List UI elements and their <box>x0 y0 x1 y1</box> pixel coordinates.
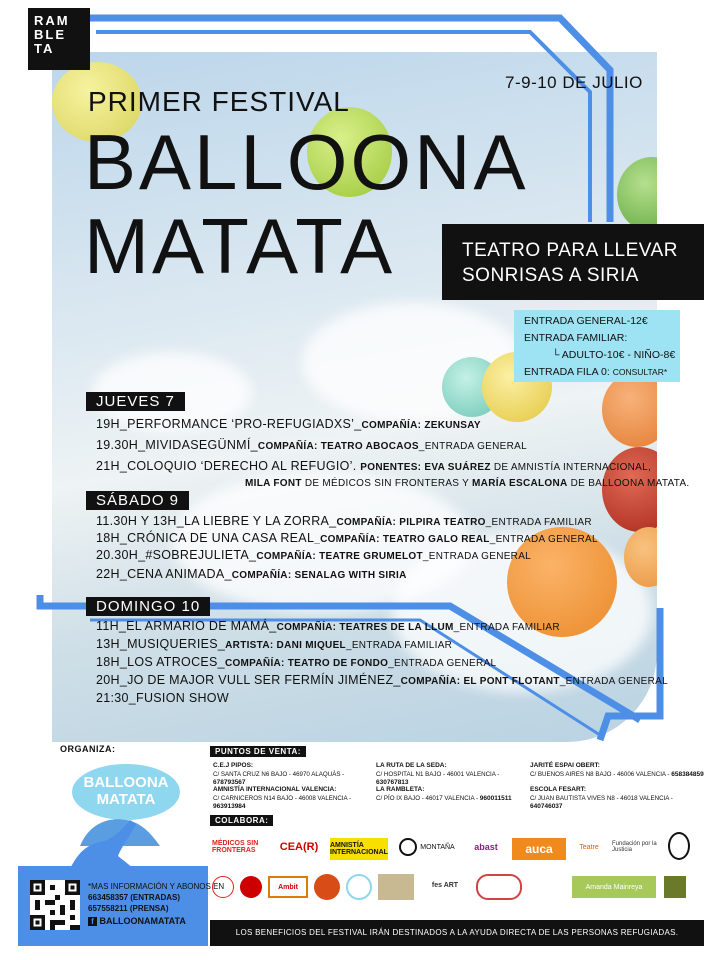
event-row: 20.30H_#SOBREJULIETA_COMPAÑÍA: TEATRE GRUMELOT_ENTRADA GENERAL <box>96 548 532 562</box>
event-row-continued: MILA FONT DE MÉDICOS SIN FRONTERAS Y MARÍA ESCALONA DE BALLOONA MATATA. <box>245 478 690 489</box>
sponsor-logo[interactable]: Teatre <box>579 843 599 851</box>
price-familiar-detail: └ ADULTO-10€ - NIÑO-8€ <box>552 349 676 361</box>
facebook-link[interactable]: f BALLOONAMATATA <box>88 916 224 927</box>
sponsor-logo[interactable]: MÉDICOS SIN FRONTERAS <box>212 840 259 854</box>
sale-point: LA RAMBLETA: C/ PÍO IX BAJO - 46017 VALENCIA - 960011511 <box>376 786 512 802</box>
event-row: 20H_JO DE MAJOR VULL SER FERMÍN JIMÉNEZ_COMPAÑÍA: EL PONT FLOTANT_ENTRADA GENERAL <box>96 673 668 687</box>
price-fila0-note: CONSULTAR* <box>612 367 668 377</box>
puntos-label: PUNTOS DE VENTA: <box>210 746 306 757</box>
info-line-1: *MAS INFORMACIÓN Y ABONOS EN <box>88 882 225 891</box>
qr-code[interactable] <box>30 880 80 930</box>
subtitle-line-2: SONRISAS A SIRIA <box>462 265 639 286</box>
festival-dates: 7-9-10 DE JULIO <box>505 73 643 92</box>
logo-line-1: RAM <box>34 13 70 28</box>
subtitle-line-1: TEATRO PARA LLEVAR <box>462 240 678 261</box>
festival-title-line-1: BALLOONA <box>84 118 529 206</box>
event-row: 13H_MUSIQUERIES_ARTISTA: DANI MIQUEL_ENTRADA FAMILIAR <box>96 637 453 651</box>
price-fila0-label: ENTRADA FILA 0: <box>524 366 610 378</box>
rambleta-logo[interactable] <box>28 8 90 70</box>
facebook-icon: f <box>88 917 97 926</box>
price-familiar: ENTRADA FAMILIAR: <box>524 332 628 344</box>
event-row: 19H_PERFORMANCE ‘PRO-REFUGIADXS’_COMPAÑÍA: ZEKUNSAY <box>96 417 481 431</box>
sponsor-logo-icon[interactable] <box>664 876 686 898</box>
sponsor-logo-icon[interactable] <box>476 874 522 900</box>
logo-line-3: TA <box>34 41 55 56</box>
organiza-label: ORGANIZA: <box>60 744 116 754</box>
logo-line-2: BLE <box>34 27 66 42</box>
event-row: 22H_CENA ANIMADA_COMPAÑÍA: SENALAG WITH SIRIA <box>96 567 407 581</box>
sponsor-logo[interactable]: auca <box>512 838 566 860</box>
footer-banner: LOS BENEFICIOS DEL FESTIVAL IRÁN DESTINADOS A LA AYUDA DIRECTA DE LAS PERSONAS REFUGIADAS. <box>210 920 704 946</box>
sponsor-logo-icon[interactable] <box>240 876 262 898</box>
event-row: 18H_LOS ATROCES_COMPAÑÍA: TEATRO DE FONDO_ENTRADA GENERAL <box>96 655 497 669</box>
mountain-icon <box>399 838 417 856</box>
sponsor-logo[interactable]: Amanda Mainreya <box>572 876 656 898</box>
org-logo-line-2: MATATA <box>96 791 156 808</box>
day-tag-domingo: DOMINGO 10 <box>86 597 210 616</box>
sale-point: ESCOLA FESART: C/ JUAN BAUTISTA VIVES N8 - 46018 VALENCIA - 640746037 <box>530 786 673 810</box>
price-box <box>514 310 680 382</box>
event-row: 19.30H_MIVIDASEGÜNMÍ_COMPAÑÍA: TEATRO ABOCAOS_ENTRADA GENERAL <box>96 438 527 452</box>
sponsor-logo[interactable]: abast <box>474 842 498 852</box>
hands-illustration <box>60 800 150 880</box>
sponsor-logo[interactable]: CEA(R) <box>279 841 319 853</box>
sponsor-logo[interactable]: Fundación por la Justicia <box>612 841 657 853</box>
price-general: ENTRADA GENERAL-12€ <box>524 315 648 327</box>
info-phone-prensa[interactable]: 657558211 (PRENSA) <box>88 904 169 913</box>
sponsor-logo[interactable]: Ambit <box>268 876 308 898</box>
event-row: 11.30H Y 13H_LA LIEBRE Y LA ZORRA_COMPAÑÍA: PILPIRA TEATRO_ENTRADA FAMILIAR <box>96 514 592 528</box>
sponsor-logo[interactable]: fes ART <box>431 881 459 889</box>
sponsor-logo-icon[interactable] <box>668 832 690 860</box>
info-phone-entradas[interactable]: 663458357 (ENTRADAS) <box>88 893 181 902</box>
sponsor-logo[interactable]: AMNISTÍA INTERNACIONAL <box>330 838 388 860</box>
day-tag-sabado: SÁBADO 9 <box>86 491 189 510</box>
sale-point: LA RUTA DE LA SEDA: C/ HOSPITAL N1 BAJO - 46001 VALENCIA - 630767813 <box>376 762 500 786</box>
sponsor-logo-icon[interactable] <box>346 874 372 900</box>
sale-point: JARITÉ ESPAI OBERT: C/ BUENOS AIRES N8 BAJO - 46006 VALENCIA - 658384859 <box>530 762 704 778</box>
event-row: 18H_CRÓNICA DE UNA CASA REAL_COMPAÑÍA: TEATRO GALO REAL_ENTRADA GENERAL <box>96 531 598 545</box>
sale-point: AMNISTÍA INTERNACIONAL VALENCIA: C/ CARNICEROS N14 BAJO - 46008 VALENCIA - 963913984 <box>213 786 352 810</box>
event-row: 21H_COLOQUIO ‘DERECHO AL REFUGIO’. PONENTES: EVA SUÁREZ DE AMNISTÍA INTERNACIONAL, <box>96 459 652 473</box>
info-text <box>88 881 224 927</box>
colabora-label: COLABORA: <box>210 815 273 826</box>
price-fila0 <box>524 364 680 381</box>
org-logo-line-1: BALLOONA <box>83 774 169 791</box>
sponsor-logo[interactable]: MONTAÑA <box>394 836 460 858</box>
festival-pretitle: PRIMER FESTIVAL <box>88 86 350 117</box>
event-row: 21:30_FUSION SHOW <box>96 691 229 705</box>
event-row: 11H_EL ARMARIO DE MAMÁ_COMPAÑÍA: TEATRES DE LA LLUM_ENTRADA FAMILIAR <box>96 619 560 633</box>
subtitle-box <box>442 224 704 300</box>
day-tag-jueves: JUEVES 7 <box>86 392 185 411</box>
sponsor-logo-icon[interactable] <box>314 874 340 900</box>
sale-point: C.E.J PIPOS: C/ SANTA CRUZ N6 BAJO - 46970 ALAQUÀS - 678793567 <box>213 762 345 786</box>
sponsor-logo-icon[interactable] <box>528 874 564 900</box>
sponsor-logo-icon[interactable] <box>378 874 414 900</box>
festival-title-line-2: MATATA <box>84 202 396 290</box>
